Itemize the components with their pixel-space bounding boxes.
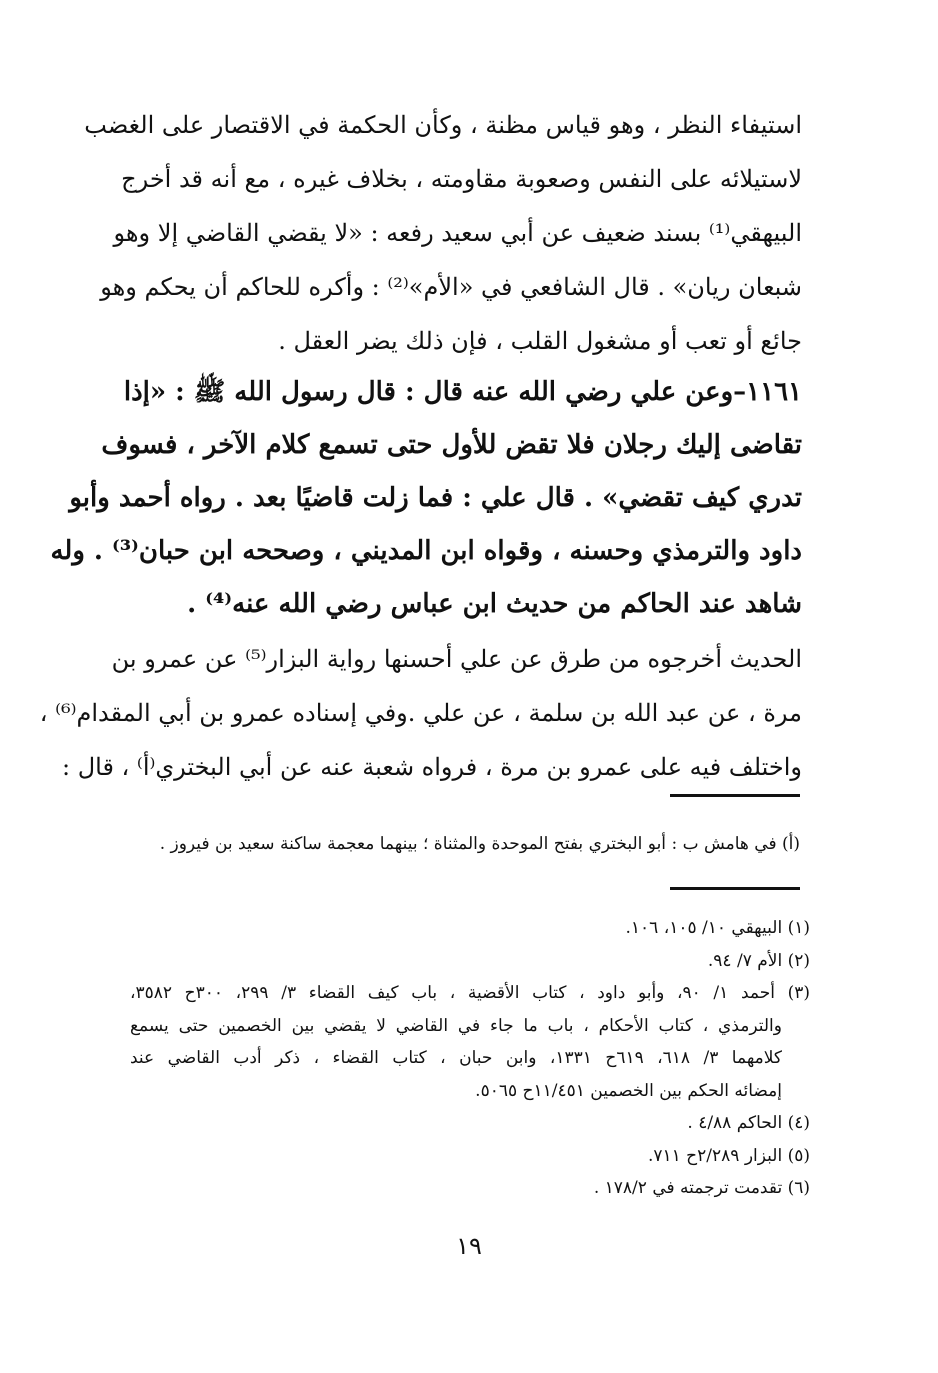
footnote: (٦) تقدمت ترجمته في ١٧٨/٢ . xyxy=(593,1178,810,1198)
text-line: شبعان ريان» . قال الشافعي في «الأم»⁽²⁾ : وأكره للحاكم أن يحكم وهو xyxy=(100,273,802,301)
text-line: استيفاء النظر ، وهو قياس مظنة ، وكأن الحكمة في الاقتصار على الغضب xyxy=(84,111,802,139)
hadith-line: داود والترمذي وحسنه ، وقواه ابن المديني ، وصححه ابن حبان⁽³⁾ . وله xyxy=(50,536,802,566)
note-divider xyxy=(670,794,800,797)
footnote-continuation: كلامهما ٣/ ٦١٨، ٦١٩ح ١٣٣١، وابن حبان ، كتاب القضاء ، ذكر أدب القاضي عند xyxy=(130,1048,782,1068)
text-line: البيهقي⁽¹⁾ بسند ضعيف عن أبي سعيد رفعه : «لا يقضي القاضي إلا وهو xyxy=(113,219,802,247)
footnote: (٢) الأم ٧/ ٩٤. xyxy=(707,950,810,971)
text-line: الحديث أخرجوه من طرق عن علي أحسنها رواية البزار⁽⁵⁾ عن عمرو بن xyxy=(111,645,802,673)
text-line: جائع أو تعب أو مشغول القلب ، فإن ذلك يضر العقل . xyxy=(278,327,802,355)
footnote: (١) البيهقي ١٠/ ١٠٥، ١٠٦. xyxy=(625,918,810,938)
text-line: واختلف فيه على عمرو بن مرة ، فرواه شعبة عنه عن أبي البختري⁽أ⁾ ، قال : xyxy=(61,753,802,781)
hadith-line: تدري كيف تقضي» . قال علي : فما زلت قاضيًا بعد . رواه أحمد وأبو xyxy=(69,483,802,513)
footnote: (٤) الحاكم ٤/٨٨ . xyxy=(687,1113,810,1133)
hadith-line: ١١٦١–وعن علي رضي الله عنه قال : قال رسول الله ﷺ : «إذا xyxy=(123,377,802,407)
footnote-divider xyxy=(670,887,800,890)
footnote-continuation: إمضائه الحكم بين الخصمين ١١/٤٥١ح ٥٠٦٥. xyxy=(475,1080,782,1101)
paragraph-commentary-2 xyxy=(39,632,802,794)
footnotes xyxy=(130,912,810,1205)
footnote: (٥) البزار ٢/٢٨٩ح ٧١١. xyxy=(647,1145,810,1166)
hadith-line: تقاضى إليك رجلان فلا تقض للأول حتى تسمع كلام الآخر ، فسوف xyxy=(101,430,802,460)
text-line: مرة ، عن عبد الله بن سلمة ، عن علي .وفي إسناده عمرو بن أبي المقدام⁽⁶⁾ ، xyxy=(39,699,802,727)
paragraph-commentary-1 xyxy=(84,98,802,368)
text-line: لاستيلائه على النفس وصعوبة مقاومته ، بخلاف غيره ، مع أنه قد أخرج xyxy=(121,165,802,193)
footnote: (٣) أحمد ١/ ٩٠، وأبو داود ، كتاب الأقضية ، باب كيف القضاء ٣/ ٢٩٩، ٣٠٠ح ٣٥٨٢، xyxy=(130,983,810,1003)
hadith-line: شاهد عند الحاكم من حديث ابن عباس رضي الله عنه⁽⁴⁾ . xyxy=(187,589,802,619)
page-number: ١٩ xyxy=(456,1232,482,1260)
hadith-text xyxy=(50,366,802,631)
marginal-note: (أ) في هامش ب : أبو البختري بفتح الموحدة والمثناة ؛ بينهما معجمة ساكنة سعيد بن فيروز . xyxy=(159,834,800,854)
footnote-continuation: والترمذي ، كتاب الأحكام ، باب ما جاء في القاضي لا يقضي بين الخصمين حتى يسمع xyxy=(130,1015,782,1036)
